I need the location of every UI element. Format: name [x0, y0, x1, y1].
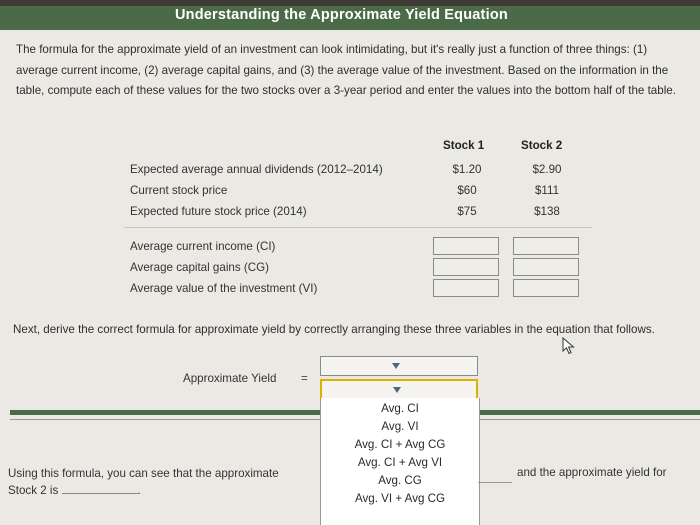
- period: .: [137, 484, 141, 497]
- approximate-yield-label: Approximate Yield: [183, 372, 277, 385]
- dropdown-option[interactable]: Avg. VI + Avg CG: [354, 492, 446, 505]
- table-divider: [124, 227, 592, 228]
- col-header-stock-1: Stock 1: [443, 139, 485, 152]
- input-cg-stock-1[interactable]: [433, 258, 499, 276]
- section-header: [0, 6, 700, 30]
- row-label-dividends: Expected average annual dividends (2012–2014): [130, 163, 383, 176]
- cell-dividends-stock-2: $2.90: [532, 163, 562, 176]
- dropdown-menu: [320, 398, 480, 525]
- stock-2-yield-blank[interactable]: [62, 483, 138, 494]
- row-label-current-price: Current stock price: [130, 184, 228, 197]
- mouse-cursor-icon: [562, 337, 576, 355]
- cell-future-price-stock-1: $75: [457, 205, 477, 218]
- row-label-avg-capital-gains: Average capital gains (CG): [130, 261, 269, 274]
- dropdown-option[interactable]: Avg. CI + Avg VI: [357, 456, 443, 469]
- row-label-avg-investment-value: Average value of the investment (VI): [130, 282, 318, 295]
- input-vi-stock-1[interactable]: [433, 279, 499, 297]
- conclusion-text: [8, 465, 323, 499]
- dropdown-option[interactable]: Avg. VI: [381, 420, 419, 433]
- input-cg-stock-2[interactable]: [513, 258, 579, 276]
- chevron-down-icon: [393, 387, 401, 393]
- cell-current-price-stock-1: $60: [457, 184, 477, 197]
- row-label-future-price: Expected future stock price (2014): [130, 205, 307, 218]
- section-title: Understanding the Approximate Yield Equation: [175, 7, 508, 23]
- input-ci-stock-1[interactable]: [433, 237, 499, 255]
- col-header-stock-2: Stock 2: [521, 139, 563, 152]
- dropdown-option[interactable]: Avg. CG: [378, 474, 422, 487]
- row-label-avg-current-income: Average current income (CI): [130, 240, 276, 253]
- intro-paragraph: The formula for the approximate yield of an investment can look intimidating, but it's really just a function of three things: (1) average current income, (2) average capital gains, and (3) the average value of the investment. Based on the information in the table, compute each of these values for the two stocks over a 3-year period and enter the values into the bottom half of the table.: [16, 43, 676, 97]
- cell-dividends-stock-1: $1.20: [452, 163, 482, 176]
- cell-future-price-stock-2: $138: [534, 205, 560, 218]
- conclusion-line-2: Stock 2 is: [8, 484, 59, 497]
- derive-instructions: Next, derive the correct formula for approximate yield by correctly arranging these three variables in the equation that follows.: [13, 323, 655, 336]
- dropdown-option[interactable]: Avg. CI + Avg CG: [354, 438, 446, 451]
- conclusion-line-1: Using this formula, you can see that the approximate: [8, 467, 279, 480]
- chevron-down-icon: [392, 363, 400, 369]
- cell-current-price-stock-2: $111: [534, 184, 560, 197]
- input-vi-stock-2[interactable]: [513, 279, 579, 297]
- numerator-dropdown[interactable]: [320, 356, 478, 376]
- dropdown-option[interactable]: Avg. CI: [381, 402, 419, 415]
- stock-1-yield-blank[interactable]: [478, 482, 512, 483]
- equals-sign: =: [301, 372, 308, 385]
- input-ci-stock-2[interactable]: [513, 237, 579, 255]
- conclusion-right-text: and the approximate yield for: [517, 466, 667, 479]
